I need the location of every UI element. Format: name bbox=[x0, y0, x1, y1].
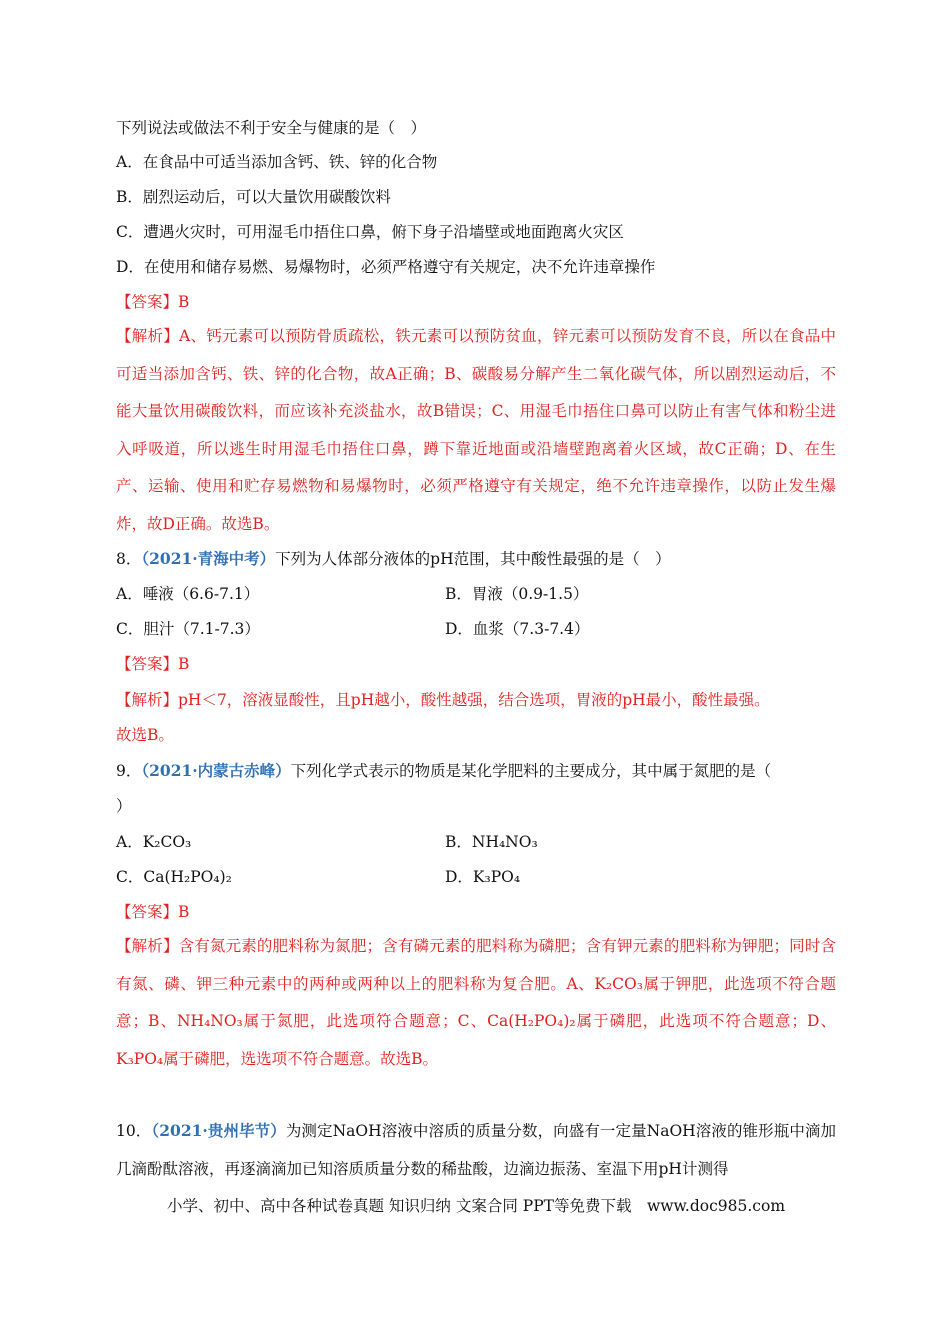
q8-answer: 【答案】B bbox=[116, 655, 190, 673]
q10-stem: 为测定NaOH溶液中溶质的质量分数，向盛有一定量NaOH溶液的锥形瓶中滴加几滴酚酞溶液，再逐滴滴加已知溶质质量分数的稀盐酸，边滴边振荡、室温下用pH计测得 bbox=[116, 1122, 836, 1178]
q9-number: 9． bbox=[116, 762, 142, 780]
q7-option-d: D．在使用和储存易燃、易爆物时，必须严格遵守有关规定，决不允许违章操作 bbox=[116, 258, 656, 276]
q9-stem-line bbox=[116, 761, 771, 781]
q8-stem: 下列为人体部分液体的pH范围，其中酸性最强的是（ ） bbox=[275, 550, 671, 568]
q7-stem: 下列说法或做法不利于安全与健康的是（ ） bbox=[116, 119, 427, 137]
q7-option-a: A．在食品中可适当添加含钙、铁、锌的化合物 bbox=[116, 153, 438, 171]
q10-source: （2021·贵州毕节） bbox=[151, 1121, 286, 1140]
q8-option-d: D．血浆（7.3-7.4） bbox=[445, 620, 590, 638]
q7-answer: 【答案】B bbox=[116, 293, 190, 311]
q9-stem: 下列化学式表示的物质是某化学肥料的主要成分，其中属于氮肥的是（ bbox=[290, 762, 772, 780]
q8-option-c: C．胆汁（7.1-7.3） bbox=[116, 620, 260, 638]
q10-stem-block bbox=[116, 1112, 836, 1188]
q9-option-a: A．K₂CO₃ bbox=[116, 833, 192, 851]
q9-answer: 【答案】B bbox=[116, 903, 190, 921]
q9-analysis: 【解析】含有氮元素的肥料称为氮肥；含有磷元素的肥料称为磷肥；含有钾元素的肥料称为钾肥；同时含有氮、磷、钾三种元素中的两种或两种以上的肥料称为复合肥。A、K₂CO₃属于钾肥，此选项不符合题意；B、NH₄NO₃属于氮肥，此选项符合题意；C、Ca(H₂PO₄)₂属于磷肥，此选项不符合题意；D、K₃PO₄属于磷肥，选选项不符合题意。故选B。 bbox=[116, 937, 836, 1068]
q8-option-a: A．唾液（6.6-7.1） bbox=[116, 585, 260, 603]
q9-option-d: D．K₃PO₄ bbox=[445, 868, 521, 886]
q8-analysis-line2: 故选B。 bbox=[116, 726, 174, 744]
q7-option-c: C．遭遇火灾时，可用湿毛巾捂住口鼻，俯下身子沿墙壁或地面跑离火灾区 bbox=[116, 223, 624, 241]
q8-number: 8． bbox=[116, 550, 142, 568]
q8-option-b: B．胃液（0.9-1.5） bbox=[445, 585, 589, 603]
q8-analysis-line1: 【解析】pH＜7，溶液显酸性，且pH越小，酸性越强，结合选项，胃液的pH最小，酸性最强。 bbox=[116, 691, 770, 709]
q9-option-c: C．Ca(H₂PO₄)₂ bbox=[116, 868, 232, 886]
q7-analysis: 【解析】A、钙元素可以预防骨质疏松，铁元素可以预防贫血，锌元素可以预防发育不良，所以在食品中可适当添加含钙、铁、锌的化合物，故A正确；B、碳酸易分解产生二氧化碳气体，所以剧烈运动后，不能大量饮用碳酸饮料，而应该补充淡盐水，故B错误；C、用湿毛巾捂住口鼻可以防止有害气体和粉尘进入呼吸道，所以逃生时用湿毛巾捂住口鼻，蹲下靠近地面或沿墙壁跑离着火区域，故C正确；D、在生产、运输、使用和贮存易燃物和易爆物时，必须严格遵守有关规定，绝不允许违章操作，以防止发生爆炸，故D正确。故选B。 bbox=[116, 327, 836, 533]
q9-source: （2021·内蒙古赤峰） bbox=[141, 761, 291, 780]
q7-option-b: B．剧烈运动后，可以大量饮用碳酸饮料 bbox=[116, 188, 391, 206]
q10-number: 10． bbox=[116, 1122, 152, 1140]
q9-stem-end: ） bbox=[116, 797, 132, 815]
q8-source: （2021·青海中考） bbox=[141, 549, 276, 568]
q9-option-b: B．NH₄NO₃ bbox=[445, 833, 538, 851]
q8-stem-line bbox=[116, 549, 671, 569]
page-footer: 小学、初中、高中各种试卷真题 知识归纳 文案合同 PPT等免费下载 www.doc985.com bbox=[166, 1197, 786, 1215]
